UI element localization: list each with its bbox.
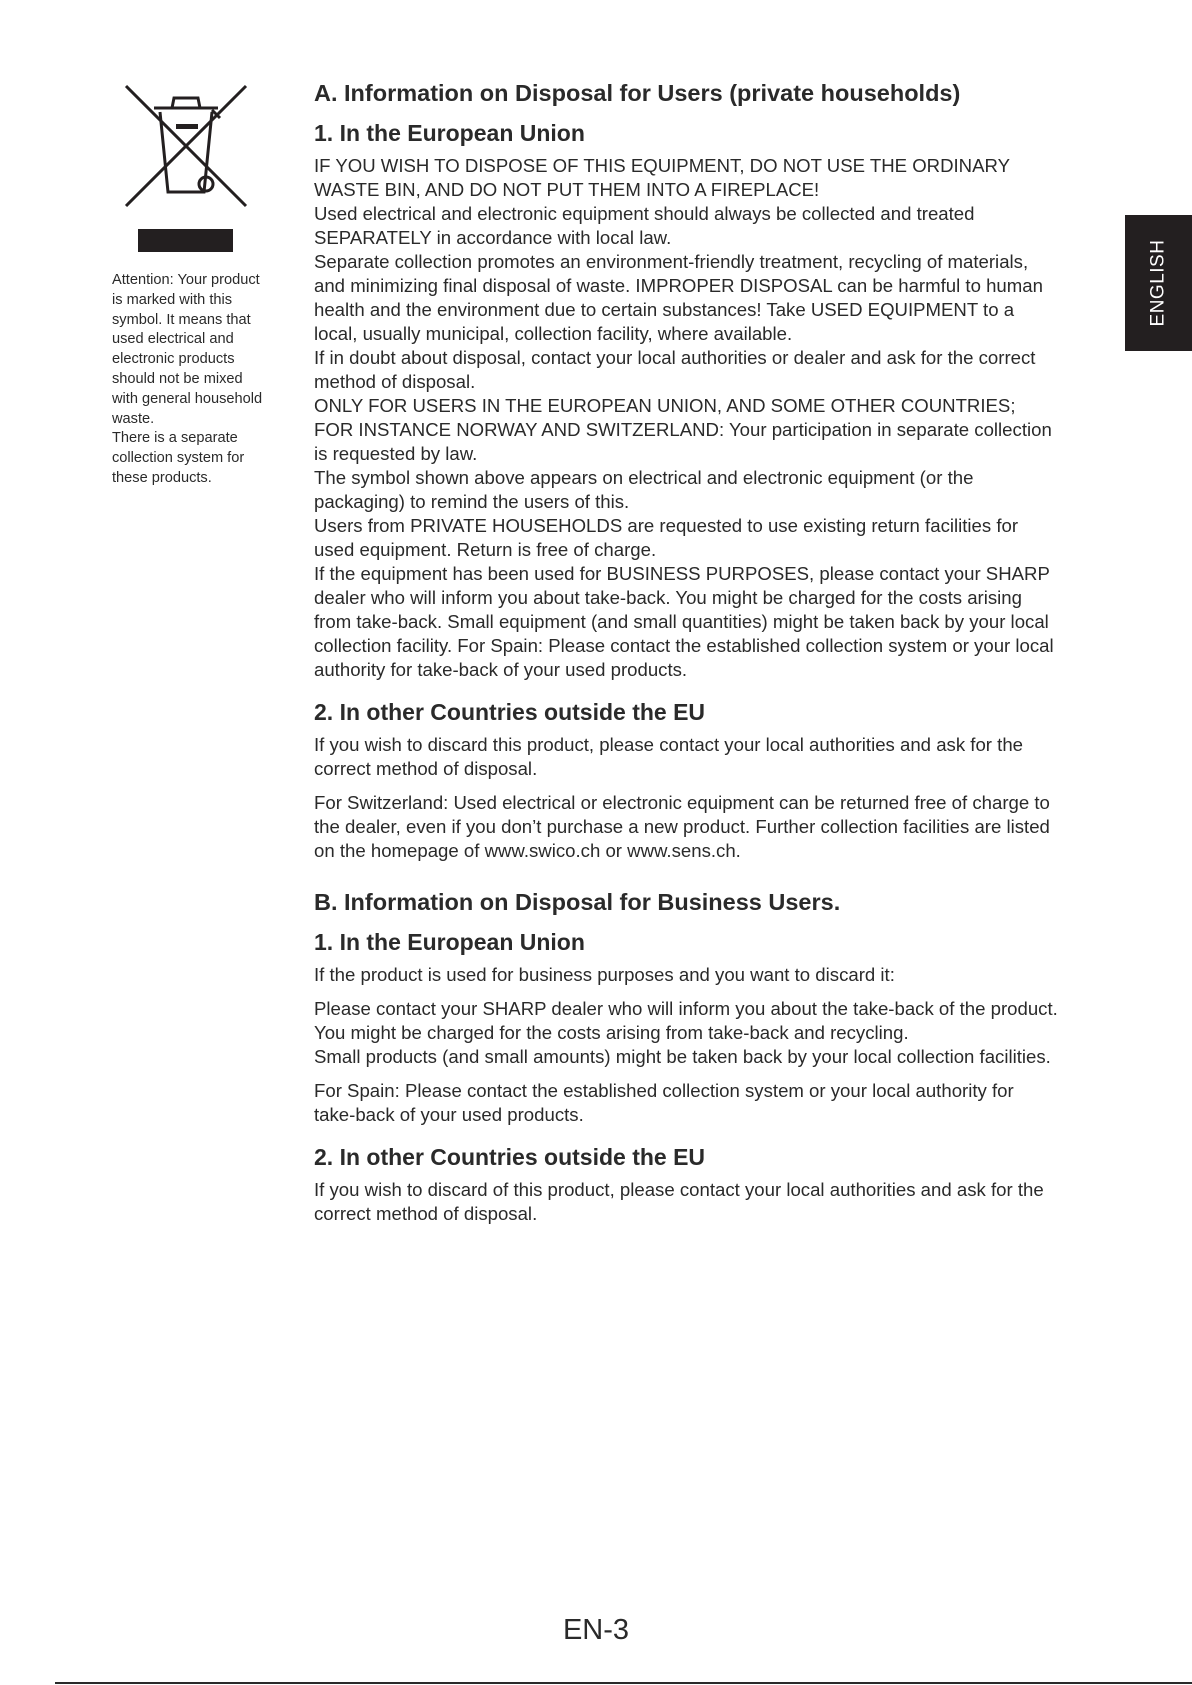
- body-line: If in doubt about disposal, contact your local authorities or dealer and ask for the correct: [314, 347, 1036, 368]
- note-line: is marked with this: [112, 291, 233, 308]
- part-b-title: B. Information on Disposal for Business Users.: [314, 889, 841, 915]
- part-a-outside-para1: [314, 733, 1114, 781]
- language-tab-label: ENGLISH: [1147, 239, 1169, 327]
- part-a-eu-body: [314, 154, 1114, 682]
- note-line: these products.: [112, 469, 212, 486]
- body-line: on the homepage of www.swico.ch or www.sens.ch.: [314, 840, 741, 861]
- part-a-outside-para2: [314, 791, 1114, 863]
- page-number: EN-3: [562, 1614, 630, 1646]
- note-line: There is a separate: [112, 430, 238, 447]
- body-line: the dealer, even if you don’t purchase a new product. Further collection facilities are listed: [314, 816, 1050, 837]
- note-line: symbol. It means that: [112, 311, 251, 328]
- main-content: [314, 78, 1114, 1226]
- note-line: electronic products: [112, 351, 235, 368]
- note-line: with general household: [112, 390, 263, 407]
- note-line: used electrical and: [112, 331, 234, 348]
- body-line: and minimizing final disposal of waste. IMPROPER DISPOSAL can be harmful to human: [314, 275, 1043, 296]
- attention-note: [112, 271, 284, 489]
- body-line: collection facility. For Spain: Please contact the established collection system or your local: [314, 635, 1054, 656]
- body-line: used equipment. Return is free of charge.: [314, 539, 657, 560]
- body-line: If the product is used for business purposes and you want to discard it:: [314, 964, 895, 985]
- body-line: Please contact your SHARP dealer who will inform you about the take-back of the product.: [314, 998, 1058, 1019]
- body-line: authority for take-back of your used products.: [314, 659, 688, 680]
- note-line: Attention: Your product: [112, 272, 260, 288]
- body-line: If you wish to discard this product, please contact your local authorities and ask for the: [314, 734, 1024, 755]
- body-line: correct method of disposal.: [314, 758, 538, 779]
- body-line: For Switzerland: Used electrical or electronic equipment can be returned free of charge to: [314, 792, 1050, 813]
- body-line: The symbol shown above appears on electrical and electronic equipment (or the: [314, 467, 974, 488]
- note-line: collection system for: [112, 450, 245, 467]
- part-b-eu-para1: [314, 963, 1114, 987]
- part-a-eu-heading: 1. In the European Union: [314, 120, 585, 146]
- body-line: health and the environment due to certain substances! Take USED EQUIPMENT to a: [314, 299, 1015, 320]
- body-line: WASTE BIN, AND DO NOT PUT THEM INTO A FIREPLACE!: [314, 179, 820, 200]
- part-a-title: A. Information on Disposal for Users (private households): [314, 80, 961, 106]
- part-b-eu-heading: 1. In the European Union: [314, 929, 585, 955]
- body-line: For Spain: Please contact the established collection system or your local authority for: [314, 1080, 1014, 1101]
- body-line: correct method of disposal.: [314, 1203, 538, 1224]
- body-line: method of disposal.: [314, 371, 476, 392]
- body-line: If the equipment has been used for BUSINESS PURPOSES, please contact your SHARP: [314, 563, 1050, 584]
- body-line: SEPARATELY in accordance with local law.: [314, 227, 672, 248]
- part-b-eu-para2: [314, 997, 1114, 1069]
- body-line: take-back of your used products.: [314, 1104, 584, 1125]
- note-line: should not be mixed: [112, 370, 243, 387]
- body-line: Users from PRIVATE HOUSEHOLDS are requested to use existing return facilities for: [314, 515, 1019, 536]
- body-line: If you wish to discard of this product, please contact your local authorities and ask for the: [314, 1179, 1044, 1200]
- note-line: waste.: [112, 410, 155, 427]
- body-line: is requested by law.: [314, 443, 478, 464]
- body-line: Separate collection promotes an environment-friendly treatment, recycling of materials,: [314, 251, 1029, 272]
- body-line: Small products (and small amounts) might be taken back by your local collection facilities.: [314, 1046, 1051, 1067]
- part-b-eu-para3: [314, 1079, 1114, 1127]
- weee-black-bar: [138, 229, 233, 252]
- part-b-outside-para1: [314, 1178, 1114, 1226]
- bottom-divider: [55, 1682, 1192, 1684]
- body-line: from take-back. Small equipment (and small quantities) might be taken back by your local: [314, 611, 1049, 632]
- body-line: packaging) to remind the users of this.: [314, 491, 630, 512]
- body-line: dealer who will inform you about take-back. You might be charged for the costs arising: [314, 587, 1022, 608]
- body-line: FOR INSTANCE NORWAY AND SWITZERLAND: Your participation in separate collection: [314, 419, 1052, 440]
- part-b-outside-heading: 2. In other Countries outside the EU: [314, 1144, 706, 1170]
- body-line: You might be charged for the costs arising from take-back and recycling.: [314, 1022, 909, 1043]
- body-line: IF YOU WISH TO DISPOSE OF THIS EQUIPMENT, DO NOT USE THE ORDINARY: [314, 155, 1011, 176]
- part-b: [314, 887, 1114, 1226]
- part-a-outside-heading: 2. In other Countries outside the EU: [314, 699, 706, 725]
- body-line: local, usually municipal, collection facility, where available.: [314, 323, 793, 344]
- crossed-out-wheelie-bin-icon: [124, 84, 248, 208]
- language-tab: [1125, 215, 1192, 351]
- body-line: Used electrical and electronic equipment should always be collected and treated: [314, 203, 975, 224]
- body-line: ONLY FOR USERS IN THE EUROPEAN UNION, AND SOME OTHER COUNTRIES;: [314, 395, 1016, 416]
